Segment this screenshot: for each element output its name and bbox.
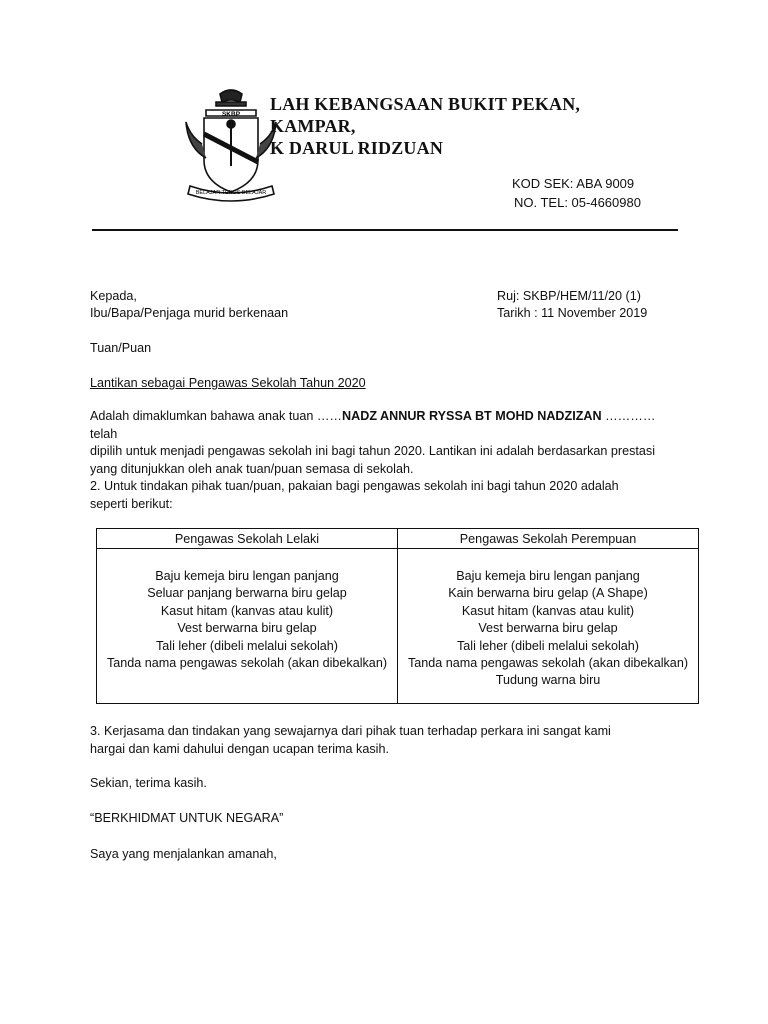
motto-text: “BERKHIDMAT UNTUK NEGARA” bbox=[90, 811, 284, 825]
paragraph-1-line3: yang ditunjukkan oleh anak tuan/puan semasa di sekolah. bbox=[90, 461, 414, 476]
reference-number: Ruj: SKBP/HEM/11/20 (1) bbox=[497, 289, 641, 303]
list-item: Seluar panjang berwarna biru gelap bbox=[147, 586, 347, 601]
list-item: Baju kemeja biru lengan panjang bbox=[456, 569, 640, 583]
student-name: NADZ ANNUR RYSSA BT MOHD NADZIZAN bbox=[342, 409, 602, 423]
paragraph-3 bbox=[90, 723, 680, 758]
closing-text: Sekian, terima kasih. bbox=[90, 776, 207, 790]
paragraph-1-tail: ………… telah bbox=[90, 409, 656, 441]
paragraph-1-line2: dipilih untuk menjadi pengawas sekolah ini bagi tahun 2020. Lantikan ini adalah berdasarkan prestasi bbox=[90, 444, 656, 458]
table-row bbox=[97, 549, 699, 704]
list-item: Kain berwarna biru gelap (A Shape) bbox=[448, 586, 648, 601]
female-uniform-list bbox=[398, 549, 699, 704]
header-male: Pengawas Sekolah Lelaki bbox=[97, 529, 398, 549]
school-name-line2: KAMPAR, bbox=[270, 116, 356, 136]
header-divider bbox=[92, 229, 678, 231]
table-header-row bbox=[97, 529, 699, 549]
list-item: Tali leher (dibeli melalui sekolah) bbox=[156, 638, 338, 653]
paragraph-2 bbox=[90, 478, 680, 513]
list-item: Kasut hitam (kanvas atau kulit) bbox=[160, 603, 334, 618]
sign-off-text: Saya yang menjalankan amanah, bbox=[90, 847, 277, 861]
uniform-table bbox=[96, 528, 699, 704]
list-item: Vest berwarna biru gelap bbox=[177, 621, 317, 636]
salutation: Tuan/Puan bbox=[90, 341, 152, 355]
school-name-line3: K DARUL RIDZUAN bbox=[270, 138, 444, 158]
crest-motto: BELAJAR TERUS BELAJAR bbox=[195, 190, 267, 196]
paragraph-1 bbox=[90, 408, 680, 478]
list-item: Vest berwarna biru gelap bbox=[478, 621, 618, 636]
school-code: KOD SEK: ABA 9009 bbox=[512, 176, 635, 191]
paragraph-3-line1: 3. Kerjasama dan tindakan yang sewajarnya dari pihak tuan terhadap perkara ini sangat kami bbox=[90, 724, 611, 738]
header-female: Pengawas Sekolah Perempuan bbox=[398, 529, 699, 549]
male-uniform-list bbox=[97, 549, 398, 704]
crest-initials: SKBP bbox=[221, 111, 241, 118]
list-item: Tanda nama pengawas sekolah (akan dibekalkan) bbox=[106, 656, 388, 671]
letter-subject: Lantikan sebagai Pengawas Sekolah Tahun 2020 bbox=[90, 376, 366, 390]
list-item: Kasut hitam (kanvas atau kulit) bbox=[461, 603, 635, 618]
list-item: Tudung warna biru bbox=[495, 673, 601, 688]
recipient-line: Ibu/Bapa/Penjaga murid berkenaan bbox=[90, 306, 289, 320]
school-phone: NO. TEL: 05-4660980 bbox=[514, 195, 641, 210]
school-name-line1: LAH KEBANGSAAN BUKIT PEKAN, bbox=[270, 94, 581, 114]
list-item: Baju kemeja biru lengan panjang bbox=[155, 569, 339, 583]
list-item: Tanda nama pengawas sekolah (akan dibekalkan) bbox=[407, 656, 689, 671]
paragraph-1-intro: Adalah dimaklumkan bahawa anak tuan …… bbox=[90, 409, 343, 423]
recipient-label: Kepada, bbox=[90, 289, 137, 303]
paragraph-2-line2: seperti berikut: bbox=[90, 496, 173, 511]
paragraph-2-line1: 2. Untuk tindakan pihak tuan/puan, pakaian bagi pengawas sekolah ini bagi tahun 2020 adalah bbox=[90, 479, 619, 493]
list-item: Tali leher (dibeli melalui sekolah) bbox=[457, 638, 639, 653]
paragraph-3-line2: hargai dan kami dahului dengan ucapan terima kasih. bbox=[90, 741, 389, 756]
letter-date: Tarikh : 11 November 2019 bbox=[497, 306, 648, 320]
